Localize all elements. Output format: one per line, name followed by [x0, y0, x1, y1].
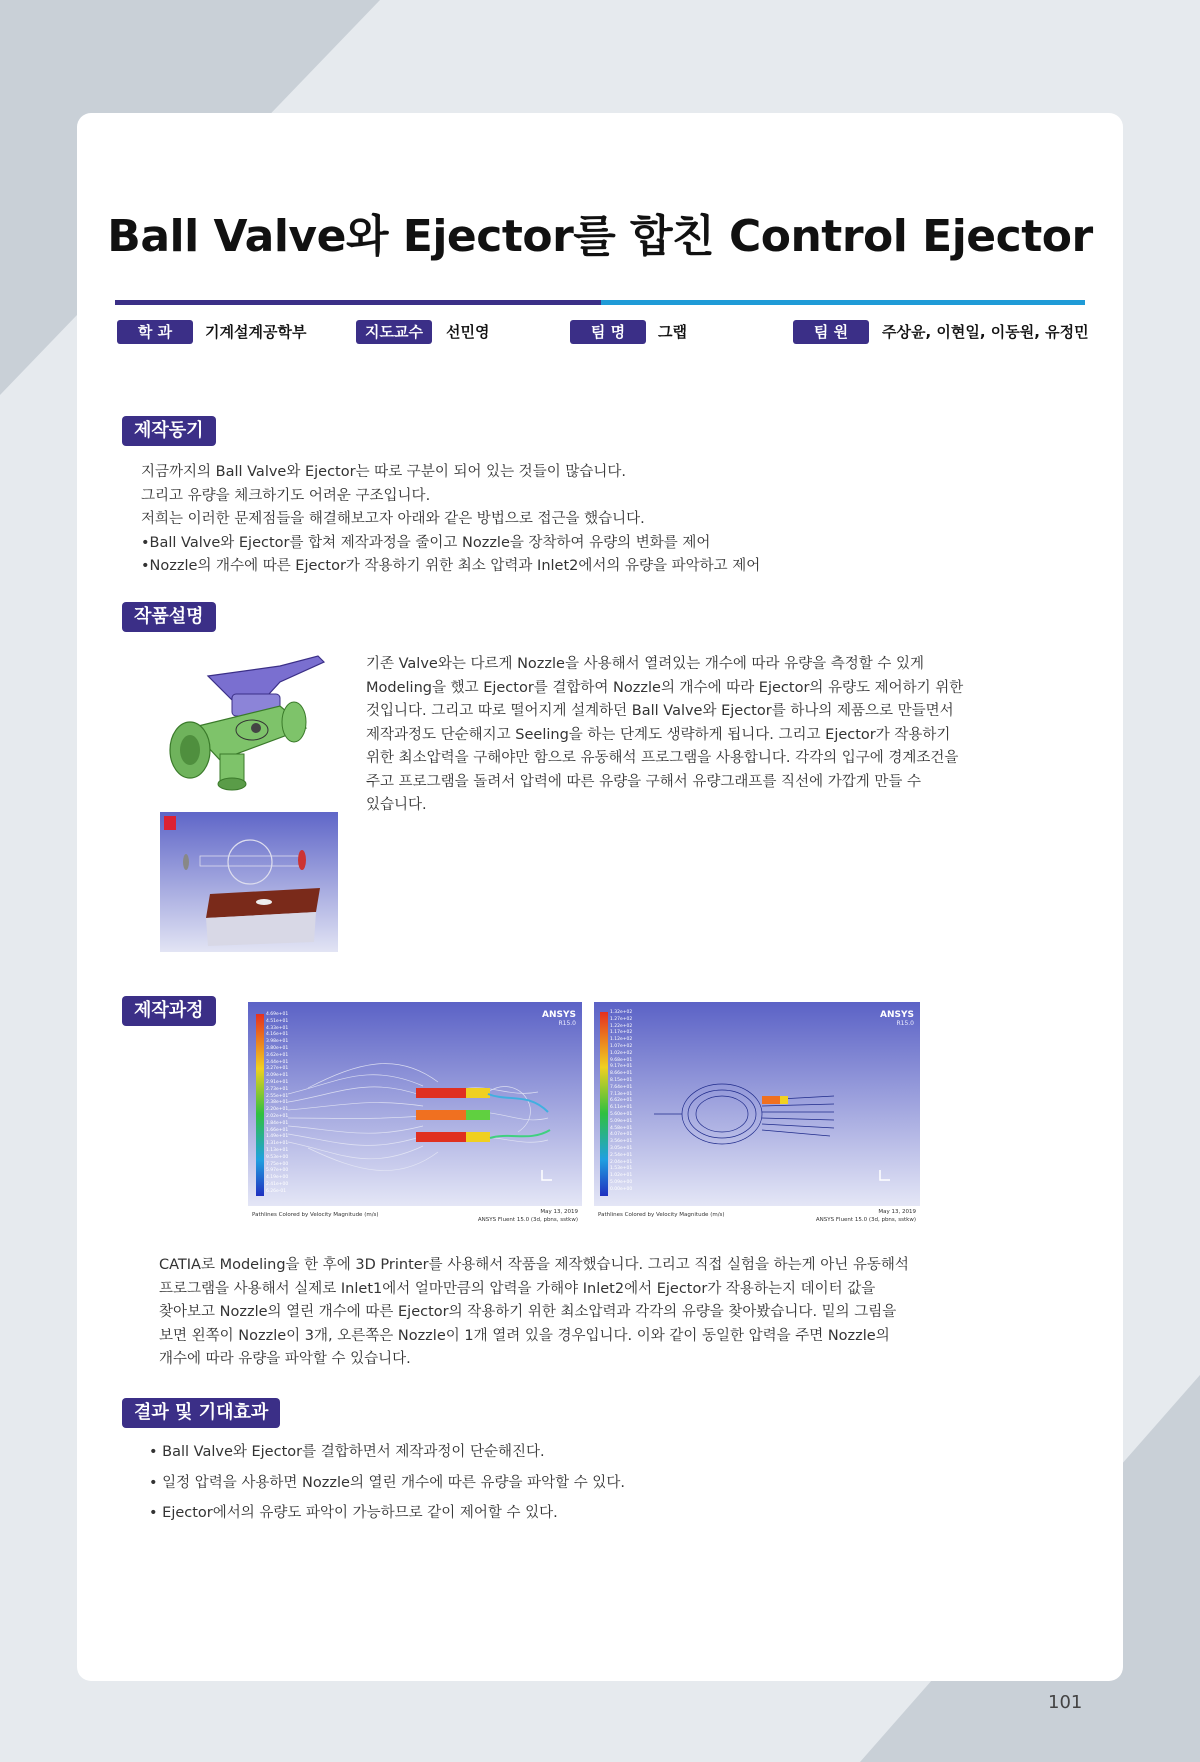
motivation-heading: 제작동기 [122, 416, 216, 446]
results-item: • 일정 압력을 사용하면 Nozzle의 열린 개수에 따른 유량을 파악할 수 있다. [149, 1474, 625, 1491]
valve-3d-model-image [160, 648, 340, 808]
legend-tick-label: 7.64e+01 [610, 1084, 633, 1090]
legend-tick-label: 9.17e+01 [610, 1064, 633, 1070]
motivation-text [141, 461, 760, 579]
legend-labels-left [266, 1012, 302, 1196]
description-line: 제작과정도 단순해지고 Seeling을 하는 단계도 생략하게 됩니다. 그리고 Ejector가 작용하기 [366, 726, 951, 743]
legend-tick-label: 7.75e+00 [266, 1161, 289, 1167]
process-line: 개수에 따라 유량을 파악할 수 있습니다. [159, 1351, 411, 1367]
advisor-label-badge: 지도교수 [356, 320, 432, 344]
motivation-line: 저희는 이러한 문제점들을 해결해보고자 아래와 같은 방법으로 접근을 했습니다. [141, 511, 645, 527]
results-item: • Ball Valve와 Ejector를 결합하면서 제작과정이 단순해진다. [149, 1444, 545, 1460]
description-line: 있습니다. [366, 797, 427, 813]
process-line: 프로그램을 사용해서 실제로 Inlet1에서 얼마만큼의 압력을 가해야 Inlet2에서 Ejector가 작용하는지 데이터 값을 [159, 1280, 876, 1297]
process-line: 보면 왼쪽이 Nozzle이 3개, 오른쪽은 Nozzle이 1개 열려 있을 경우입니다. 이와 같이 동일한 압력을 주면 Nozzle의 [159, 1327, 890, 1344]
results-list [149, 1441, 625, 1533]
legend-tick-label: 0.00e+00 [610, 1186, 633, 1192]
legend-tick-label: 2.20e+01 [266, 1107, 289, 1113]
legend-tick-label: 1.02e+02 [610, 1050, 633, 1056]
page-title: Ball Valve와 Ejector를 합친 Control Ejector [107, 211, 1093, 262]
page-number: 101 [1048, 1692, 1083, 1713]
legend-tick-label: 1.22e+02 [610, 1023, 633, 1029]
legend-tick-label: 8.66e+01 [610, 1071, 633, 1077]
legend-tick-label: 5.09e+01 [610, 1118, 633, 1124]
legend-tick-label: 2.02e+01 [266, 1113, 289, 1119]
legend-labels-right [610, 1010, 646, 1194]
process-text [159, 1254, 909, 1372]
legend-tick-label: 2.54e+01 [610, 1152, 633, 1158]
legend-tick-label: 3.09e+01 [266, 1073, 289, 1079]
legend-tick-label: 4.07e+01 [610, 1132, 633, 1138]
legend-tick-label: 2.91e+01 [266, 1079, 289, 1085]
legend-tick-label: 2.04e+01 [610, 1159, 633, 1165]
simulation-date-left: May 13, 2019 [540, 1209, 578, 1215]
legend-tick-label: 4.51e+01 [266, 1018, 289, 1024]
description-line: 것입니다. 그리고 따로 떨어지게 설계하던 Ball Valve와 Ejector를 하나의 제품으로 만들면서 [366, 703, 954, 719]
legend-tick-label: 1.31e+01 [266, 1141, 289, 1147]
description-line: Modeling을 했고 Ejector를 결합하여 Nozzle의 개수에 따라 Ejector의 유량도 제어하기 위한 [366, 679, 964, 696]
simulation-version-right: R15.0 [896, 1020, 914, 1027]
simulation-solver-right: ANSYS Fluent 15.0 (3d, pbns, sstkw) [815, 1217, 916, 1223]
legend-tick-label: 5.60e+01 [610, 1111, 633, 1117]
advisor-value: 선민영 [446, 323, 490, 341]
legend-tick-label: 4.16e+01 [266, 1032, 289, 1038]
legend-tick-label: 3.56e+01 [610, 1139, 633, 1145]
process-line: 찾아보고 Nozzle의 열린 개수에 따른 Ejector의 작용하기 위한 최소압력과 각각의 유량을 찾아봤습니다. 밑의 그림을 [159, 1304, 897, 1320]
results-heading: 결과 및 기대효과 [122, 1398, 280, 1428]
title-rule-blue [601, 300, 1085, 305]
simulation-brand-right: ANSYS [880, 1010, 914, 1020]
process-heading: 제작과정 [122, 996, 216, 1026]
legend-tick-label: 8.15e+01 [610, 1077, 633, 1083]
motivation-bullet: •Ball Valve와 Ejector를 합쳐 제작과정을 줄이고 Nozzle을 장착하여 유량의 변화를 제어 [141, 534, 711, 551]
simulation-caption-left: Pathlines Colored by Velocity Magnitude (m/s) [252, 1212, 379, 1218]
dept-label-badge: 학 과 [117, 320, 193, 344]
legend-tick-label: 4.58e+01 [610, 1125, 633, 1131]
legend-tick-label: 1.84e+01 [266, 1120, 289, 1126]
legend-tick-label: 6.62e+01 [610, 1098, 633, 1104]
legend-tick-label: 3.05e+01 [610, 1145, 633, 1151]
results-item: • Ejector에서의 유량도 파악이 가능하므로 같이 제어할 수 있다. [149, 1505, 558, 1521]
simulation-version-left: R15.0 [558, 1020, 576, 1027]
simulation-brand-left: ANSYS [542, 1010, 576, 1020]
legend-tick-label: 9.68e+01 [610, 1057, 633, 1063]
legend-tick-label: 7.13e+01 [610, 1091, 633, 1097]
members-label-badge: 팀 원 [793, 320, 869, 344]
legend-tick-label: 1.02e+01 [610, 1173, 633, 1179]
legend-tick-label: 3.98e+01 [266, 1039, 289, 1045]
valve-simulation-image [160, 812, 338, 952]
legend-tick-label: 3.62e+01 [266, 1052, 289, 1058]
dept-value: 기계설계공학부 [205, 323, 307, 341]
description-line: 주고 프로그램을 돌려서 압력에 따른 유량을 구해서 유량그래프를 직선에 가깝게 만들 수 [366, 773, 921, 790]
legend-tick-label: 3.80e+01 [266, 1045, 289, 1051]
simulation-figure-3-nozzles [248, 1002, 582, 1228]
legend-tick-label: 5.09e+00 [610, 1179, 633, 1185]
motivation-line: 지금까지의 Ball Valve와 Ejector는 따로 구분이 되어 있는 것들이 많습니다. [141, 464, 626, 480]
legend-tick-label: 2.41e+00 [266, 1181, 289, 1187]
legend-tick-label: 1.27e+02 [610, 1016, 633, 1022]
process-line: CATIA로 Modeling을 한 후에 3D Printer를 사용해서 작품을 제작했습니다. 그리고 직접 실험을 하는게 아닌 유동해석 [159, 1257, 909, 1273]
legend-tick-label: 2.55e+01 [266, 1093, 289, 1099]
description-line: 위한 최소압력을 구해야만 함으로 유동해석 프로그램을 사용합니다. 각각의 입구에 경계조건을 [366, 750, 959, 766]
simulation-caption-right: Pathlines Colored by Velocity Magnitude (m/s) [598, 1212, 725, 1218]
legend-tick-label: 1.66e+01 [266, 1127, 289, 1133]
legend-tick-label: 2.73e+01 [266, 1086, 289, 1092]
legend-tick-label: 4.19e+00 [266, 1175, 289, 1181]
legend-tick-label: 1.12e+02 [610, 1037, 633, 1043]
description-text [366, 653, 963, 818]
legend-tick-label: 1.13e+01 [266, 1147, 289, 1153]
simulation-figure-1-nozzle [594, 1002, 920, 1228]
description-line: 기존 Valve와는 다르게 Nozzle을 사용해서 열려있는 개수에 따라 유량을 측정할 수 있게 [366, 656, 925, 672]
legend-tick-label: 6.11e+01 [610, 1105, 633, 1111]
legend-tick-label: 1.53e+01 [610, 1166, 633, 1172]
motivation-line: 그리고 유량을 체크하기도 어려운 구조입니다. [141, 487, 431, 504]
team-value: 그랩 [658, 323, 687, 341]
legend-tick-label: 3.27e+01 [266, 1066, 289, 1072]
legend-tick-label: 4.33e+01 [266, 1025, 289, 1031]
legend-tick-label: 5.97e+00 [266, 1168, 289, 1174]
team-label-badge: 팀 명 [570, 320, 646, 344]
simulation-solver-left: ANSYS Fluent 15.0 (3d, pbns, sstkw) [477, 1217, 578, 1223]
legend-tick-label: 1.32e+02 [610, 1010, 633, 1015]
motivation-bullet: •Nozzle의 개수에 따른 Ejector가 작용하기 위한 최소 압력과 Inlet2에서의 유량을 파악하고 제어 [141, 558, 761, 574]
legend-tick-label: 9.53e+00 [266, 1154, 289, 1160]
legend-tick-label: 1.49e+01 [266, 1134, 289, 1140]
description-heading: 작품설명 [122, 602, 216, 632]
legend-tick-label: 1.07e+02 [610, 1043, 633, 1049]
legend-tick-label: 4.69e+01 [266, 1012, 289, 1017]
members-value: 주상윤, 이현일, 이동원, 유정민 [882, 323, 1089, 341]
title-rule-purple [115, 300, 601, 305]
legend-tick-label: 3.44e+01 [266, 1059, 289, 1065]
legend-tick-label: 2.38e+01 [266, 1100, 289, 1106]
legend-tick-label: 6.26e-01 [266, 1188, 287, 1194]
simulation-date-right: May 13, 2019 [878, 1209, 916, 1215]
legend-tick-label: 1.17e+02 [610, 1030, 633, 1036]
